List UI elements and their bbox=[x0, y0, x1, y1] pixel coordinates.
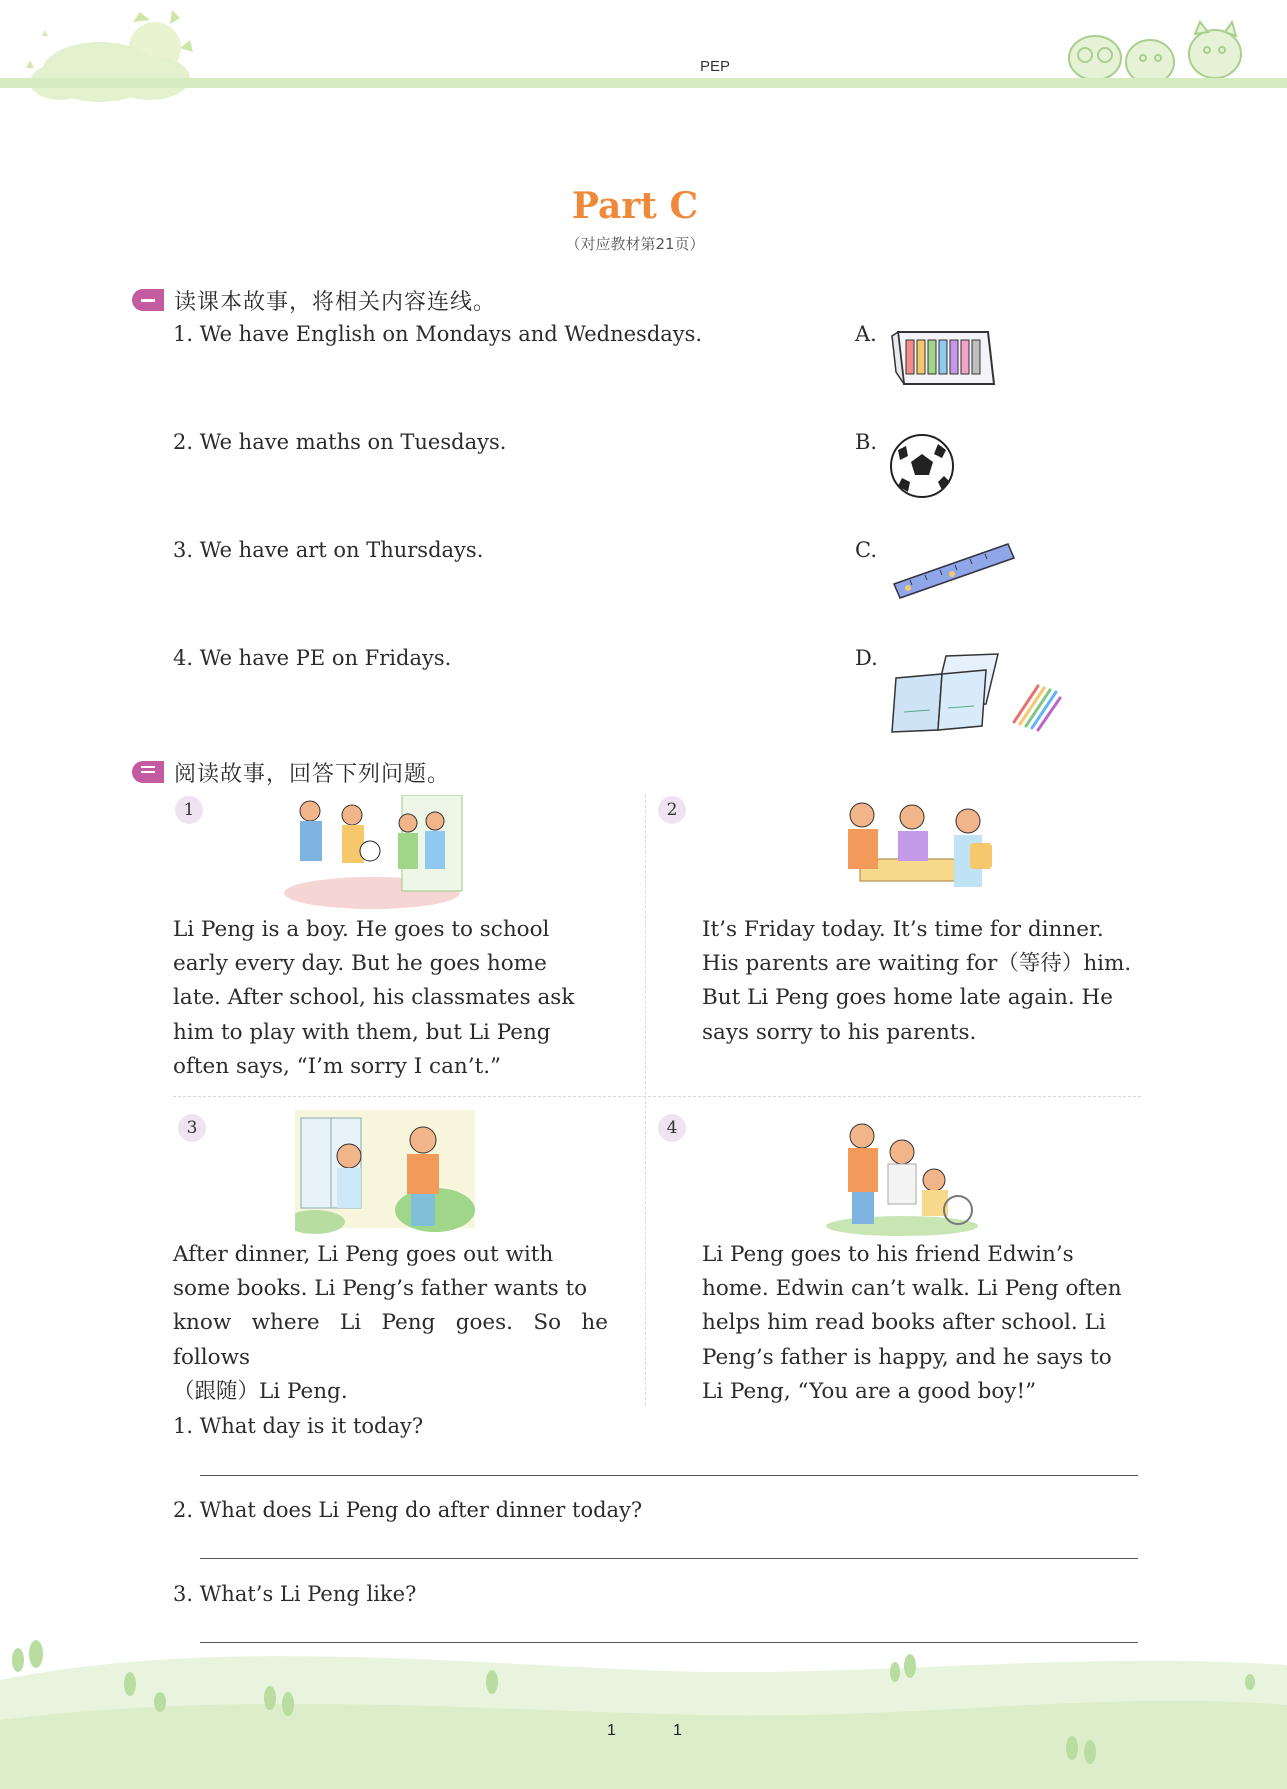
story-4-line: home. Edwin can’t walk. Li Peng often bbox=[702, 1276, 1122, 1302]
match-letter-c: C. bbox=[855, 538, 877, 562]
story-2-line: His parents are waiting for（等待）him. bbox=[702, 951, 1132, 977]
story-1-number: 1 bbox=[175, 796, 203, 824]
story-4-text bbox=[702, 1238, 1137, 1409]
section-2-title: 阅读故事，回答下列问题。 bbox=[174, 761, 451, 787]
footer-hills bbox=[0, 1620, 1287, 1789]
story-3-line: some books. Li Peng’s father wants to bbox=[173, 1276, 588, 1302]
answer-line-1[interactable] bbox=[200, 1475, 1138, 1476]
story-4-illustration bbox=[822, 1118, 982, 1236]
story-4-line: Li Peng goes to his friend Edwin’s bbox=[702, 1242, 1074, 1267]
match-item-3: 3. We have art on Thursdays. bbox=[173, 538, 484, 562]
sun-cloud-icon bbox=[26, 10, 193, 102]
story-4-number: 4 bbox=[658, 1114, 686, 1142]
crayon-box-icon bbox=[890, 322, 1000, 397]
story-3-line: know where Li Peng goes. So he follows bbox=[173, 1310, 608, 1370]
story-2-number: 2 bbox=[658, 796, 686, 824]
match-letter-a: A. bbox=[855, 322, 877, 346]
story-1-line: often says, “I’m sorry I can’t.” bbox=[173, 1053, 502, 1079]
match-letter-d: D. bbox=[855, 646, 878, 670]
story-3-line: （跟随）Li Peng. bbox=[173, 1378, 348, 1404]
question-1: 1. What day is it today? bbox=[173, 1414, 424, 1438]
header-band bbox=[0, 78, 1287, 88]
question-3: 3. What’s Li Peng like? bbox=[173, 1582, 417, 1606]
story-4-line: Peng’s father is happy, and he says to bbox=[702, 1344, 1112, 1370]
story-divider-vertical bbox=[645, 795, 646, 1405]
ruler-icon bbox=[890, 540, 1020, 605]
story-3-illustration bbox=[295, 1110, 475, 1235]
story-2-text bbox=[702, 913, 1137, 1050]
soccer-ball-icon bbox=[888, 432, 958, 502]
story-1-line: him to play with them, but Li Peng bbox=[173, 1019, 551, 1045]
story-3-line: After dinner, Li Peng goes out with bbox=[173, 1242, 554, 1267]
story-2-line: It’s Friday today. It’s time for dinner. bbox=[702, 917, 1104, 942]
question-2: 2. What does Li Peng do after dinner today? bbox=[173, 1498, 643, 1522]
story-divider-horizontal bbox=[173, 1096, 1141, 1097]
section-1-title: 读课本故事，将相关内容连线。 bbox=[174, 289, 497, 315]
notebook-pencils-icon bbox=[890, 650, 1070, 738]
header-label: PEP bbox=[700, 58, 731, 75]
story-2-line: says sorry to his parents. bbox=[702, 1019, 977, 1045]
match-item-4: 4. We have PE on Fridays. bbox=[173, 646, 452, 670]
match-item-2: 2. We have maths on Tuesdays. bbox=[173, 430, 507, 454]
story-3-text bbox=[173, 1238, 608, 1409]
match-item-1: 1. We have English on Mondays and Wednesdays. bbox=[173, 322, 703, 346]
story-1-illustration bbox=[280, 795, 465, 910]
page-number-right: 1 bbox=[673, 1722, 682, 1739]
match-letter-b: B. bbox=[855, 430, 878, 454]
page-title: Part C bbox=[571, 185, 699, 227]
answer-line-2[interactable] bbox=[200, 1558, 1138, 1559]
section-2-badge bbox=[132, 761, 164, 783]
story-3-number: 3 bbox=[178, 1114, 206, 1142]
section-1-badge bbox=[132, 289, 164, 311]
story-1-line: late. After school, his classmates ask bbox=[173, 985, 575, 1011]
section-1-heading bbox=[132, 285, 496, 315]
page-number-left: 1 bbox=[607, 1722, 616, 1739]
page-subtitle: （对应教材第21页） bbox=[565, 235, 705, 253]
story-2-illustration bbox=[840, 793, 1000, 898]
section-2-heading bbox=[132, 757, 450, 787]
animal-faces-icon bbox=[1069, 22, 1241, 84]
story-4-line: helps him read books after school. Li bbox=[702, 1310, 1106, 1336]
story-1-line: Li Peng is a boy. He goes to school bbox=[173, 917, 550, 942]
header-art bbox=[0, 0, 1287, 110]
header-decoration bbox=[0, 0, 1287, 110]
story-1-text bbox=[173, 913, 608, 1084]
story-1-line: early every day. But he goes home bbox=[173, 951, 547, 977]
story-2-line: But Li Peng goes home late again. He bbox=[702, 985, 1113, 1011]
story-4-line: Li Peng, “You are a good boy!” bbox=[702, 1378, 1037, 1404]
